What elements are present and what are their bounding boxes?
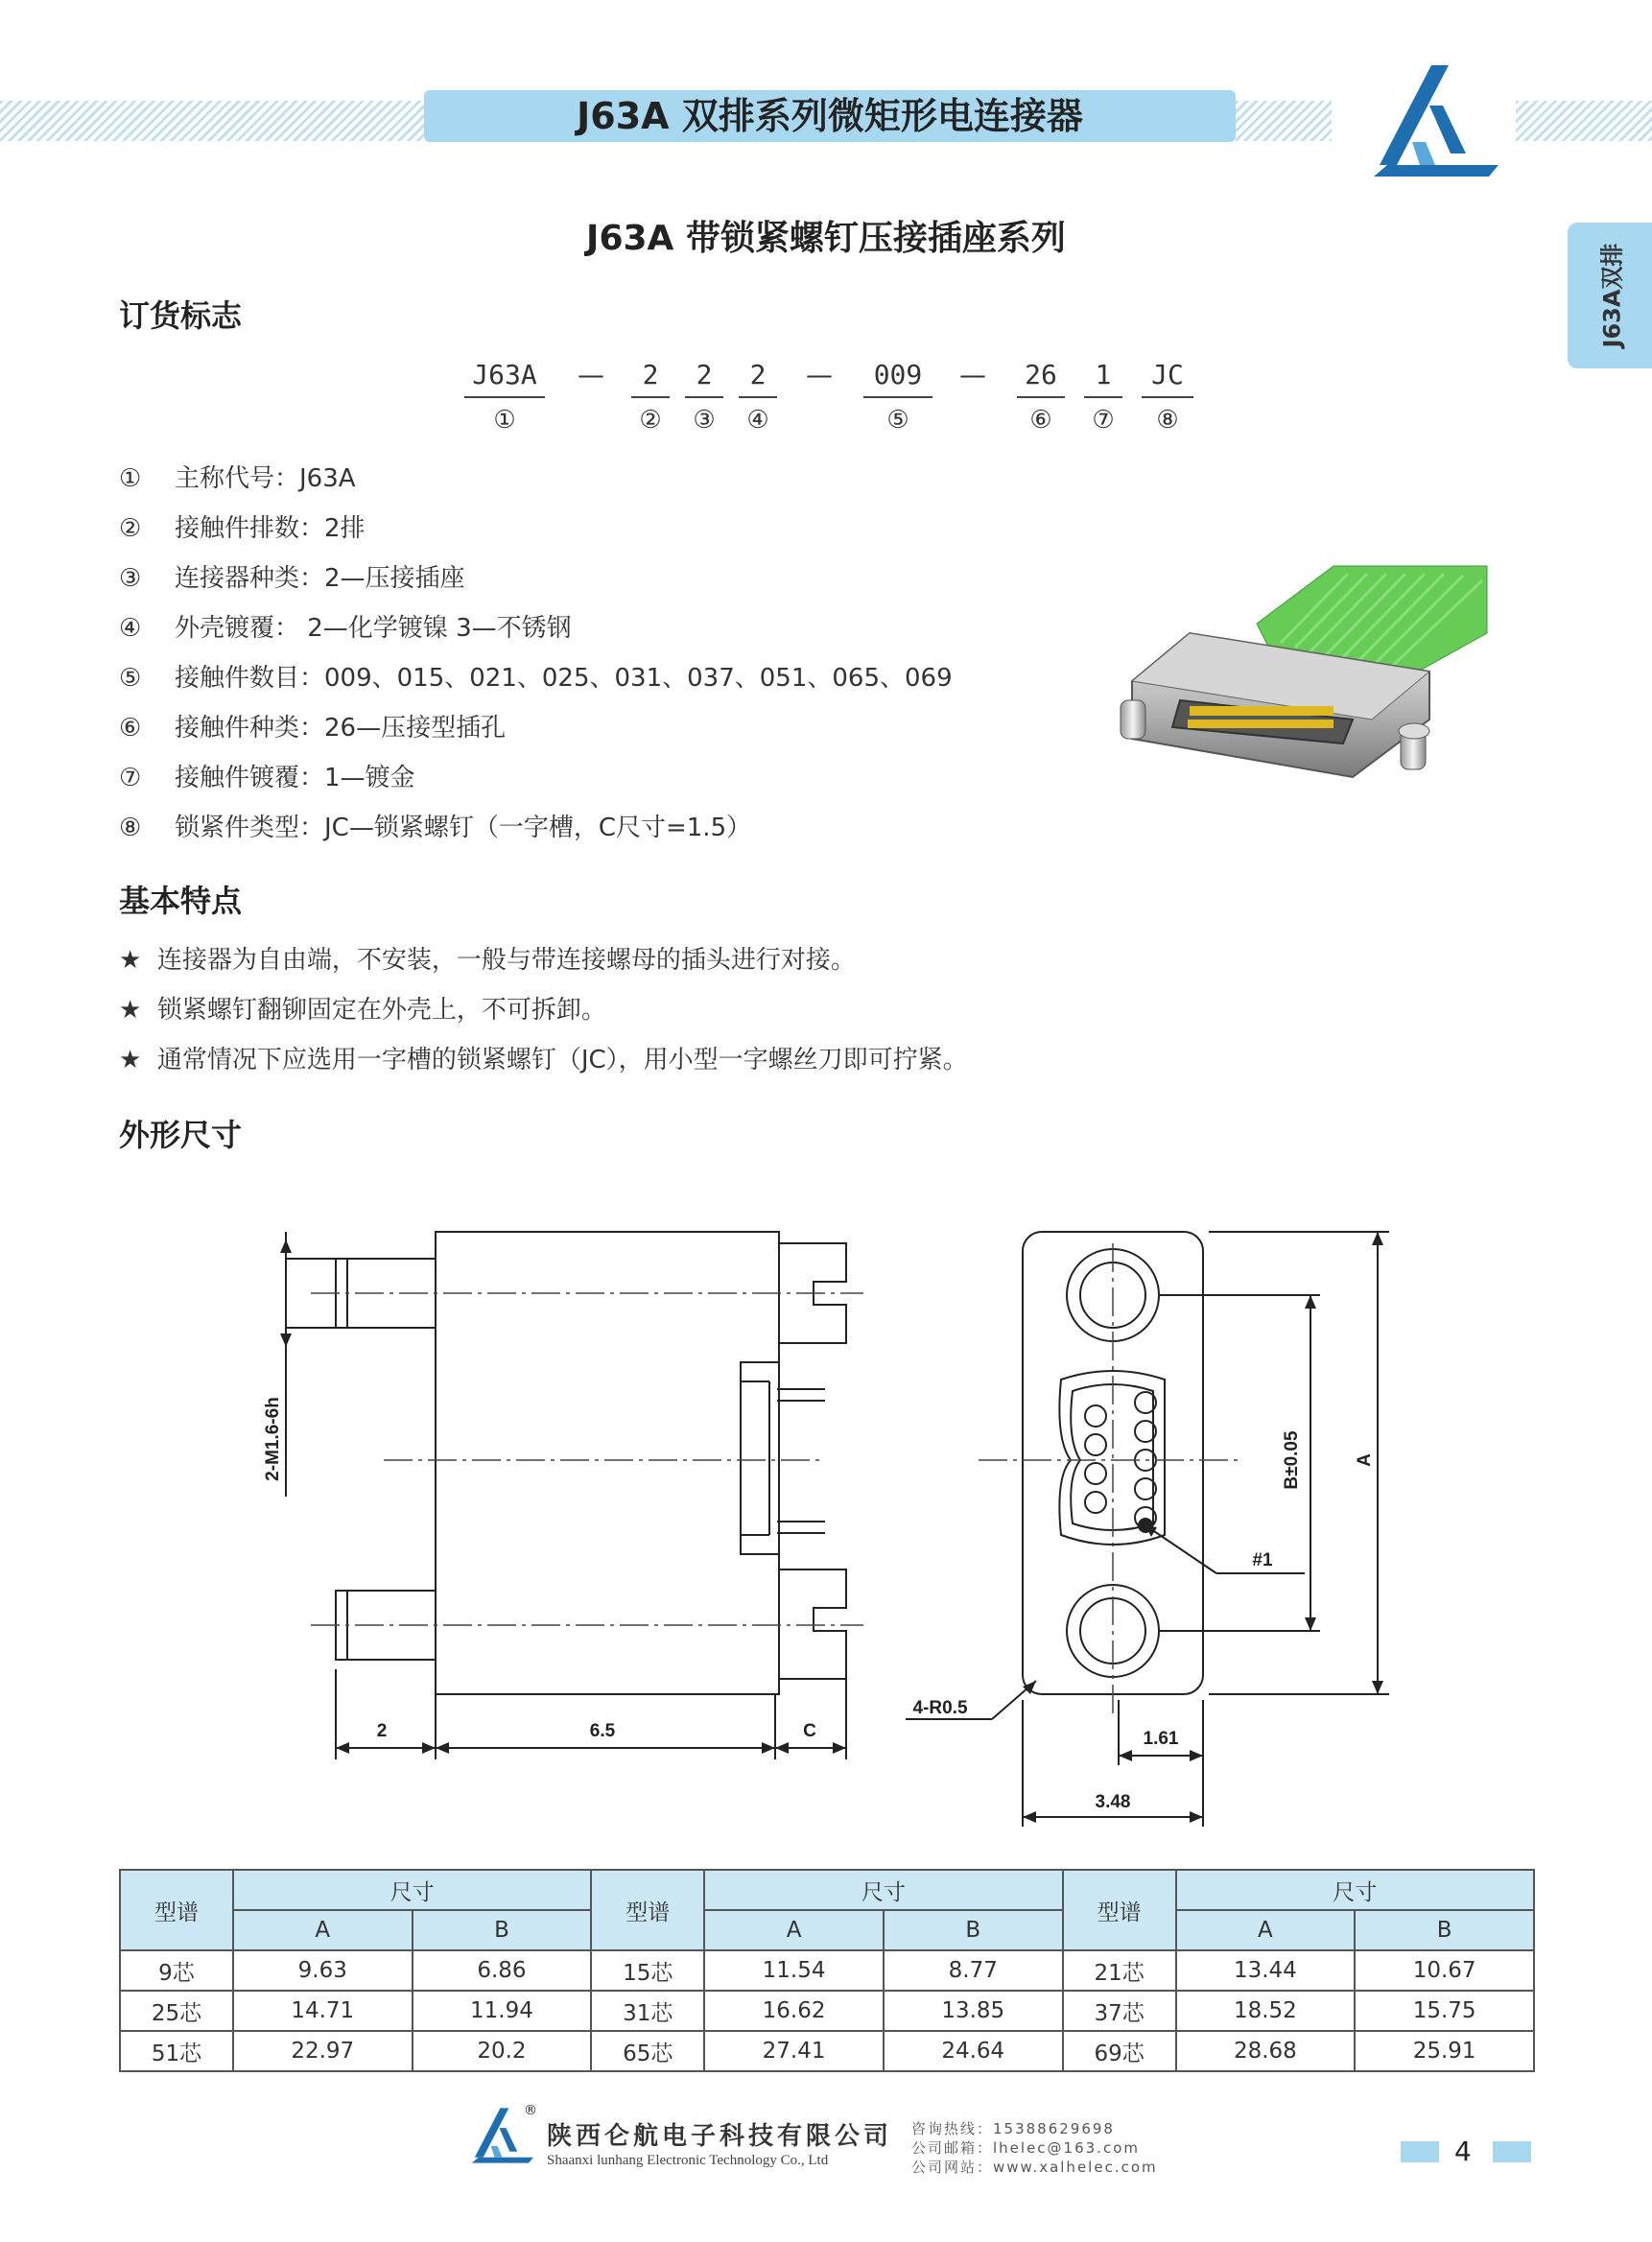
code-item-5 <box>863 359 932 435</box>
star-icon: ★ <box>119 1046 142 1074</box>
table-cell: 13.85 <box>884 1991 1063 2031</box>
feature-item <box>119 940 856 976</box>
code-seg: 2 <box>739 359 777 398</box>
star-icon: ★ <box>119 946 142 975</box>
table-cell: 8.77 <box>884 1950 1063 1991</box>
company-logo <box>1355 61 1499 180</box>
spec-text: 接触件种类：26—压接型插孔 <box>175 714 507 743</box>
code-num: ⑤ <box>886 406 909 435</box>
footer-website: 公司网站：www.xalhelec.com <box>911 2159 1158 2176</box>
table-cell: 10.67 <box>1355 1950 1534 1991</box>
dim-2-label: 2 <box>376 1721 388 1741</box>
spec-num: ⑧ <box>119 814 142 842</box>
code-seg: 009 <box>863 359 932 398</box>
table-cell: 27.41 <box>704 2031 884 2071</box>
pin1-label: #1 <box>1252 1550 1273 1570</box>
spec-row <box>119 508 366 544</box>
page-number: 4 <box>1454 2136 1472 2167</box>
spec-row <box>119 608 572 644</box>
table-cell: 11.54 <box>704 1950 884 1991</box>
table-cell: 37芯 <box>1063 1991 1176 2031</box>
th-size: 尺寸 <box>1176 1870 1534 1910</box>
dim-thread-label: 2-M1.6-6h <box>263 1397 283 1481</box>
table-row <box>120 1991 1534 2031</box>
feature-text: 通常情况下应选用一字槽的锁紧螺钉（JC），用小型一字螺丝刀即可拧紧。 <box>156 1046 968 1074</box>
table-header-row <box>120 1870 1534 1910</box>
table-row <box>120 1950 1534 1991</box>
code-num: ① <box>493 406 516 435</box>
dim-161-label: 1.61 <box>1143 1729 1179 1749</box>
dim-c-label: C <box>803 1721 816 1741</box>
spec-text: 接触件镀覆：1—镀金 <box>175 764 415 792</box>
code-num: ⑧ <box>1156 406 1179 435</box>
page-number-box-right <box>1493 2141 1531 2162</box>
code-item-4 <box>739 359 777 435</box>
spec-row <box>119 459 356 494</box>
footer-company-en: Shaanxi lunhang Electronic Technology Co., Ltd <box>547 2153 829 2168</box>
code-num: ② <box>639 406 662 435</box>
code-seg: 1 <box>1084 359 1122 398</box>
spec-row <box>119 558 465 594</box>
code-dash: — <box>806 359 833 390</box>
table-cell: 25芯 <box>120 1991 233 2031</box>
dim-65-label: 6.5 <box>589 1721 616 1741</box>
footer-email: 公司邮箱：lhelec@163.com <box>911 2139 1140 2157</box>
page-title: J63A 带锁紧螺钉压接插座系列 <box>586 219 1066 258</box>
table-cell: 14.71 <box>233 1991 413 2031</box>
table-cell: 16.62 <box>704 1991 884 2031</box>
header-hatch-mid <box>1236 101 1332 141</box>
banner-title: J63A 双排系列微矩形电连接器 <box>424 90 1236 142</box>
footer-company-cn: 陕西仑航电子科技有限公司 <box>547 2122 893 2151</box>
dimension-drawing <box>0 1190 1652 1842</box>
table-cell: 20.2 <box>413 2031 592 2071</box>
table-cell: 22.97 <box>233 2031 413 2071</box>
code-seg: 2 <box>631 359 670 398</box>
code-num: ⑥ <box>1029 406 1052 435</box>
th-model: 型谱 <box>1063 1870 1176 1950</box>
code-seg: J63A <box>464 359 545 398</box>
spec-text: 接触件排数：2排 <box>175 514 366 543</box>
spec-row <box>119 808 751 843</box>
spec-text: 连接器种类：2—压接插座 <box>175 564 465 593</box>
code-seg: 26 <box>1017 359 1065 398</box>
spec-row <box>119 758 415 793</box>
th-b: B <box>413 1910 592 1950</box>
table-cell: 25.91 <box>1355 2031 1534 2071</box>
header-hatch-right <box>1516 101 1652 141</box>
code-item-7 <box>1084 359 1122 435</box>
table-cell: 6.86 <box>413 1950 592 1991</box>
table-header-row <box>120 1910 1534 1950</box>
side-tab-label: J63A双排 <box>1598 243 1626 348</box>
th-model: 型谱 <box>120 1870 233 1950</box>
table-row <box>120 2031 1534 2071</box>
code-item-1 <box>464 359 545 435</box>
star-icon: ★ <box>119 996 142 1025</box>
spec-text: 主称代号：J63A <box>175 464 356 493</box>
th-b: B <box>884 1910 1063 1950</box>
code-num: ③ <box>693 406 716 435</box>
code-item-2 <box>631 359 670 435</box>
dim-radius-label: 4-R0.5 <box>912 1698 968 1718</box>
th-a: A <box>1176 1910 1356 1950</box>
table-cell: 28.68 <box>1176 2031 1356 2071</box>
dimension-table <box>119 1869 1535 2072</box>
dim-a-label: A <box>1355 1453 1375 1467</box>
table-cell: 11.94 <box>413 1991 592 2031</box>
code-dash: — <box>578 359 604 390</box>
code-item-8 <box>1142 359 1193 435</box>
table-cell: 15.75 <box>1355 1991 1534 2031</box>
th-a: A <box>233 1910 413 1950</box>
spec-num: ① <box>119 464 142 493</box>
page-number-box-left <box>1401 2141 1439 2162</box>
spec-num: ⑦ <box>119 764 142 792</box>
table-cell: 65芯 <box>591 2031 704 2071</box>
th-model: 型谱 <box>591 1870 704 1950</box>
code-dash: — <box>959 359 986 390</box>
product-image <box>1113 537 1497 796</box>
table-cell: 18.52 <box>1176 1991 1356 2031</box>
code-num: ⑦ <box>1092 406 1115 435</box>
th-size: 尺寸 <box>233 1870 591 1910</box>
ordering-heading: 订货标志 <box>119 297 243 334</box>
spec-num: ⑥ <box>119 714 142 743</box>
table-cell: 9芯 <box>120 1950 233 1991</box>
table-cell: 9.63 <box>233 1950 413 1991</box>
spec-row <box>119 658 953 694</box>
spec-text: 外壳镀覆： 2—化学镀镍 3—不锈钢 <box>175 614 572 643</box>
table-cell: 69芯 <box>1063 2031 1176 2071</box>
footer-hotline: 咨询热线：15388629698 <box>911 2120 1115 2137</box>
code-item-3 <box>685 359 723 435</box>
th-size: 尺寸 <box>704 1870 1062 1910</box>
footer-logo <box>462 2105 533 2166</box>
spec-text: 锁紧件类型：JC—锁紧螺钉（一字槽，C尺寸=1.5） <box>175 814 752 842</box>
feature-item <box>119 990 606 1026</box>
table-cell: 15芯 <box>591 1950 704 1991</box>
spec-num: ③ <box>119 564 142 593</box>
feature-item <box>119 1040 968 1075</box>
code-num: ④ <box>746 406 769 435</box>
table-cell: 24.64 <box>884 2031 1063 2071</box>
spec-num: ④ <box>119 614 142 643</box>
dimensions-heading: 外形尺寸 <box>119 1117 243 1153</box>
th-b: B <box>1355 1910 1534 1950</box>
feature-text: 连接器为自由端，不安装，一般与带连接螺母的插头进行对接。 <box>156 946 856 975</box>
table-cell: 13.44 <box>1176 1950 1356 1991</box>
table-cell: 31芯 <box>591 1991 704 2031</box>
code-item-6 <box>1017 359 1065 435</box>
registered-mark: ® <box>524 2103 537 2118</box>
code-seg: JC <box>1142 359 1193 398</box>
features-heading: 基本特点 <box>119 883 243 919</box>
table-cell: 51芯 <box>120 2031 233 2071</box>
dim-b-label: B±0.05 <box>1282 1430 1302 1490</box>
spec-num: ⑤ <box>119 664 142 693</box>
spec-row <box>119 708 506 743</box>
table-cell: 21芯 <box>1063 1950 1176 1991</box>
spec-num: ② <box>119 514 142 543</box>
code-seg: 2 <box>685 359 723 398</box>
dim-348-label: 3.48 <box>1095 1792 1131 1812</box>
header-hatch-left <box>0 101 424 141</box>
th-a: A <box>704 1910 884 1950</box>
spec-text: 接触件数目：009、015、021、025、031、037、051、065、069 <box>175 664 953 693</box>
feature-text: 锁紧螺钉翻铆固定在外壳上，不可拆卸。 <box>156 996 606 1025</box>
